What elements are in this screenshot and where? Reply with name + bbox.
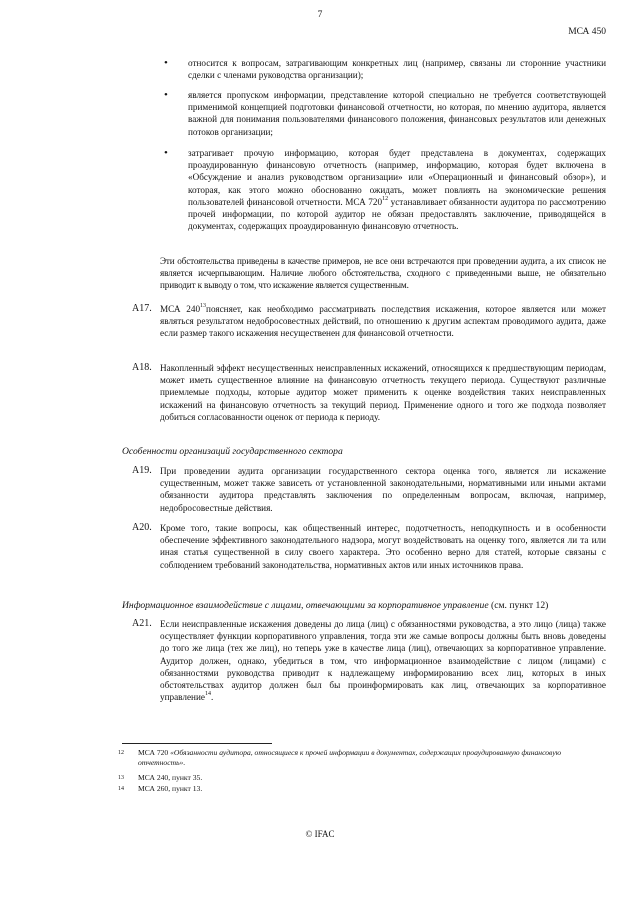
examples-note: Эти обстоятельства приведены в качестве примеров, не все они встречаются при проведении аудита, а их список не является исчерпывающим. Наличие любого обстоятельства, сходного с приведенными выше, не обязательно приводит к выводу о том, что искажение является существенным.: [160, 256, 606, 291]
bullet-item: относится к вопросам, затрагивающим конкретных лиц (например, связаны ли сторонние участники сделки с членами руководства организации);: [188, 58, 606, 81]
section-heading: Особенности организаций государственного сектора: [122, 446, 343, 457]
copyright-footer: © IFAC: [305, 829, 335, 839]
paragraph-label: A20.: [132, 522, 152, 533]
footnote: 13 МСА 240, пункт 35.: [118, 773, 203, 782]
standard-code: МСА 450: [568, 27, 606, 37]
paragraph-label: A21.: [132, 618, 152, 629]
paragraph-a21: Если неисправленные искажения доведены до лица (лиц) с обязанностями руководства, а это лицо (лица) также осуществляет функции корпоративного управления, тогда эти же самые вопросы должны быть вновь доведены до того же лица (тех же лиц), но теперь уже в качестве лица (лиц), отвечающих за корпоративное управление. Аудитор должен, однако, убедиться в том, что информационное взаимодействие с лицом (лицами) с обязанностями руководства приводит к надлежащему информированию всех лиц, которых в иных обстоятельствах аудитор должен был бы проинформировать как лиц, отвечающих за корпоративное управление$^{14}$.: [160, 619, 606, 703]
page-number: 7: [317, 10, 323, 20]
bullet-item: является пропуском информации, представление которой специально не требуется соответствующей применимой концепцией подготовки финансовой отчетности, но которая, по мнению аудитора, является важной для понимания пользователями финансового положения, финансовых результатов или денежных потоков организации;: [188, 90, 606, 137]
footnote: 12 МСА 720 «Обязанности аудитора, относящиеся к прочей информации в документах, содержащих проаудированную финансовую отчетность».: [118, 748, 562, 767]
paragraph-a20: Кроме того, такие вопросы, как общественный интерес, подотчетность, неподкупность и в особенности обеспечение эффективного законодательного надзора, могут воздействовать на оценку того, является ли та или иная статья существенной в силу своего характера. Это особенно верно для статей, которые связаны с соблюдением требований законодательства, нормативных актов или иных источников права.: [160, 523, 606, 570]
section-heading: Информационное взаимодействие с лицами, отвечающими за корпоративное управление (см. пункт 12): [122, 600, 549, 611]
paragraph-label: A17.: [132, 303, 152, 314]
paragraph-label: A18.: [132, 362, 152, 373]
paragraph-label: A19.: [132, 465, 152, 476]
footnote-ref: 13: [200, 302, 207, 309]
paragraph-a17: МСА $240^{13}поясняет$, как необходимо рассматривать последствия искажения, которое является или может являться результатом недобросовестных действий, по отношению к другим аспектам проводимого аудита, даже если размер такого искажения несущественен для финансовой отчетности.: [160, 302, 606, 339]
footnote-divider: [122, 743, 272, 744]
bullet-icon: •: [164, 57, 168, 69]
paragraph-a19: При проведении аудита организации государственного сектора оценка того, является ли искажение существенным, может также зависеть от установленной законодательными, нормативными или иными актами обязанности аудитора представлять заключения по определенным вопросам, включая, например, недобросовестные действия.: [160, 466, 606, 513]
bullet-icon: •: [164, 89, 168, 101]
bullet-icon: •: [164, 147, 168, 159]
footnote-ref: 12: [382, 195, 389, 202]
paragraph-a18: Накопленный эффект несущественных неисправленных искажений, относящихся к предшествующим периодам, может иметь существенное влияние на финансовую отчетность текущего периода. Существуют различные приемлемые подходы, которые аудитор может применить к оценке воздействия таких неисправленных искажений на финансовую отчетность за текущий период. Применение одного и того же подхода позволяет добиться согласованности оценок от периода к периоду.: [160, 363, 606, 422]
bullet-item: затрагивает прочую информацию, которая будет представлена в документах, содержащих проаудированную финансовую отчетность (например, информацию, которая будет включена в «Обсуждение и анализ руководством организации» или «Операционный и финансовый обзор»), и которая, как этого можно обоснованно ожидать, может повлиять на экономические решения пользователей финансовой отчетности. МСА $720^{12}$ устанавливает обязанности аудитора по рассмотрению прочей информации, по которой аудитор не обязан предоставлять заключение, приводящейся в документах, содержащих проаудированную финансовую отчетность.: [188, 148, 606, 232]
footnote-ref: 14: [204, 691, 211, 698]
footnote: 14 МСА 260, пункт 13.: [118, 784, 203, 793]
paragraph-reference: (см. пункт 12): [491, 600, 549, 611]
